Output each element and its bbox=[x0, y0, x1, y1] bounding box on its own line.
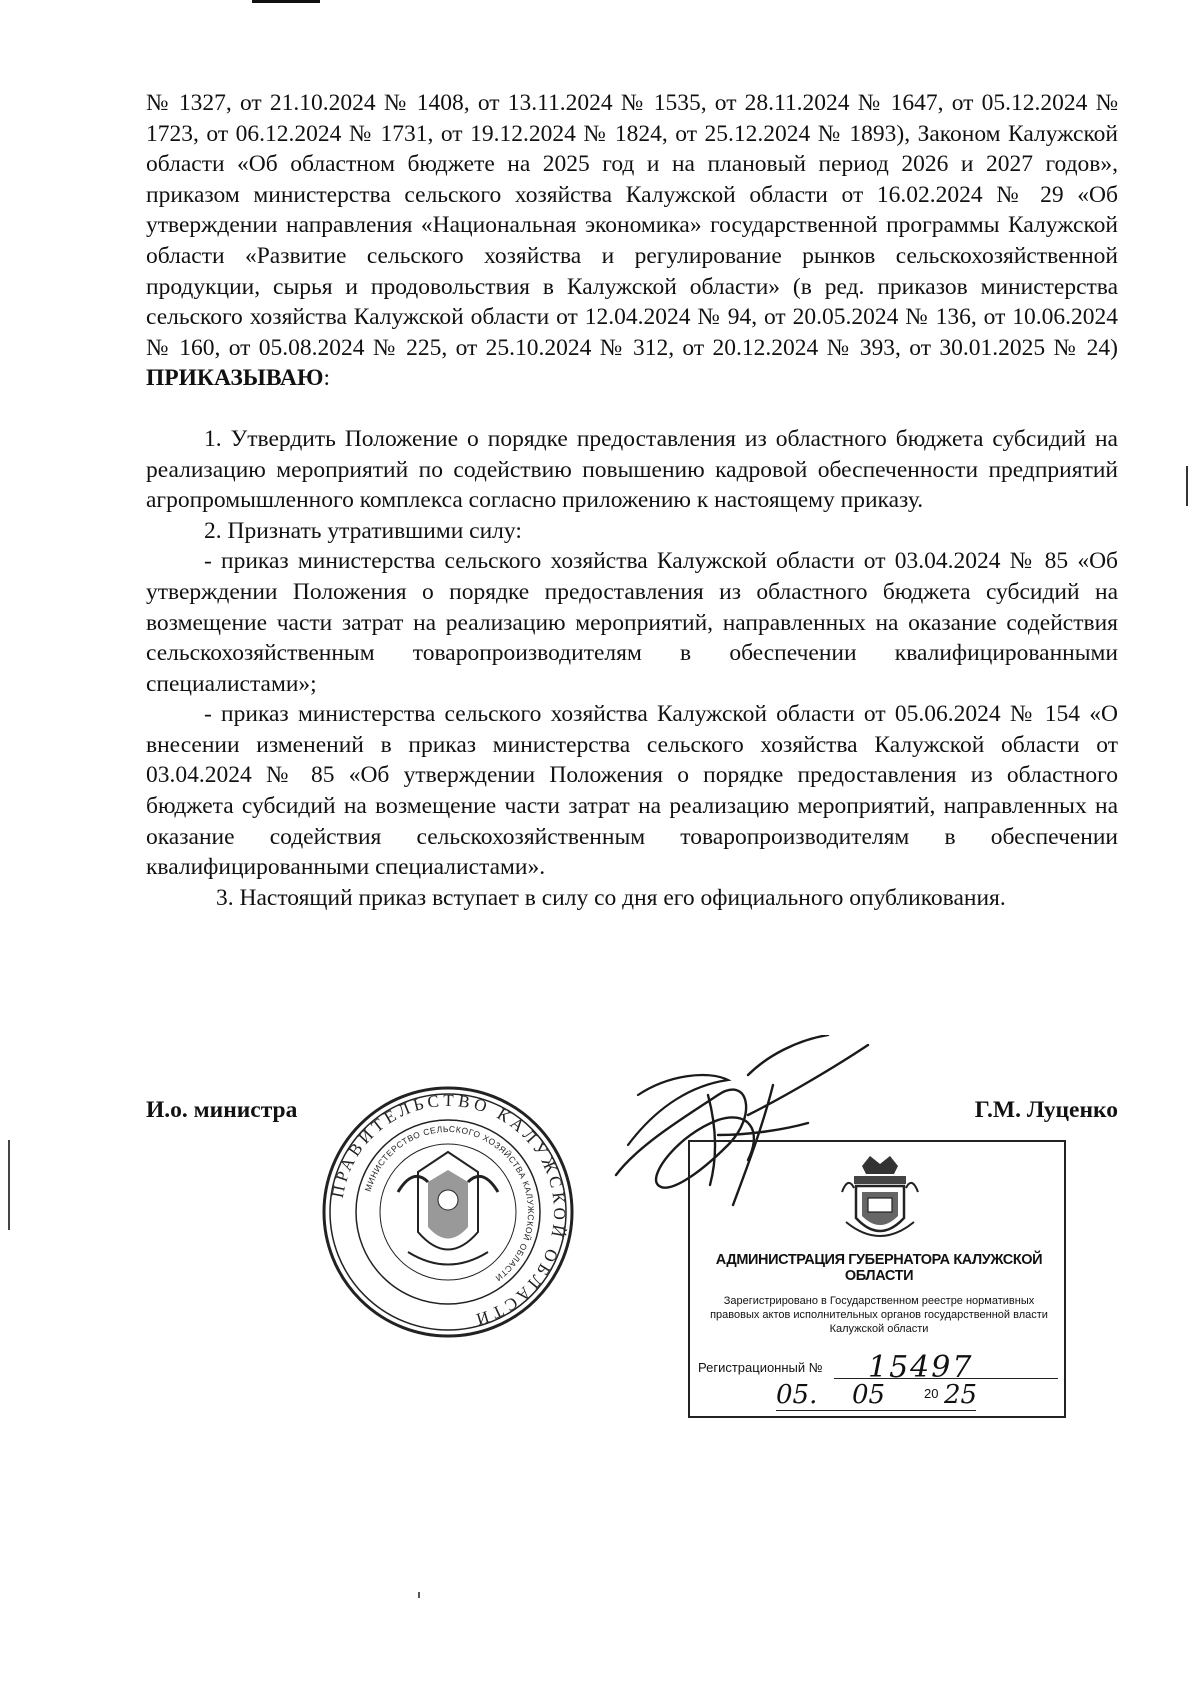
registration-date-row bbox=[776, 1380, 978, 1414]
item-3: 3. Настоящий приказ вступает в силу со дня его официального опубликования. bbox=[216, 884, 1006, 911]
document-body bbox=[146, 88, 1118, 913]
paragraph-gap bbox=[146, 394, 1118, 424]
registration-number-value: 15497 bbox=[868, 1350, 974, 1385]
order-colon: : bbox=[323, 365, 330, 392]
order-word: ПРИКАЗЫВАЮ bbox=[146, 365, 324, 392]
margin-mark-left bbox=[8, 1140, 10, 1230]
seal-inner-text: МИНИСТЕРСТВО СЕЛЬСКОГО ХОЗЯЙСТВА КАЛУЖСКОЙ ОБЛАСТИ bbox=[362, 1123, 537, 1284]
registration-number-row bbox=[698, 1350, 1060, 1385]
registration-number-label: Регистрационный № bbox=[698, 1360, 823, 1375]
registration-date-year-suffix: 25 bbox=[944, 1380, 978, 1410]
item-1: 1. Утвердить Положение о порядке предоставления из областного бюджета субсидий на реализацию мероприятий по содействию повышению кадровой обеспеченности предприятий агропромышленного комплекса согласно приложению к настоящему приказу. bbox=[146, 425, 1118, 514]
registration-date-month: 05 bbox=[852, 1380, 886, 1410]
registration-date-line bbox=[776, 1410, 976, 1411]
registration-date-year-prefix: 20 bbox=[924, 1386, 939, 1401]
scan-speck bbox=[418, 1592, 420, 1598]
registration-title: АДМИНИСТРАЦИЯ ГУБЕРНАТОРА КАЛУЖСКОЙ ОБЛАСТИ bbox=[715, 1252, 1043, 1284]
seal-emblem-icon bbox=[398, 1152, 498, 1265]
regional-coat-of-arms-icon bbox=[840, 1152, 920, 1247]
intro-paragraph bbox=[146, 88, 1118, 394]
signer-name: Г.М. Луценко bbox=[974, 1097, 1118, 1123]
intro-text: № 1327, от 21.10.2024 № 1408, от 13.11.2024 № 1535, от 28.11.2024 № 1647, от 05.12.2024 № 1723, от 06.12.2024 № 1731, от 19.12.2024 № 1824, от 25.12.2024 № 1893), Законом Калужской области «Об областном бюджете на 2025 год и на плановый период 2026 и 2027 годов», приказом министерства сельского хозяйства Калужской области от 16.02.2024 № 29 «Об утверждении направления «Национальная экономика» государственной программы Калужской области «Развитие сельского хозяйства и регулирование рынков сельскохозяйственной продукции, сырья и продовольствия в Калужской области» (в ред. приказов министерства сельского хозяйства Калужской области от 12.04.2024 № 94, от 20.05.2024 № 136, от 10.06.2024 № 160, от 05.08.2024 № 225, от 25.10.2024 № 312, от 20.12.2024 № 393, от 30.01.2025 № 24) bbox=[146, 90, 1118, 361]
item-2-sub-2: - приказ министерства сельского хозяйства Калужской области от 05.06.2024 № 154 «О внесении изменений в приказ министерства сельского хозяйства Калужской области от 03.04.2024 № 85 «Об утверждении Положения о порядке предоставления из областного бюджета субсидий на возмещение части затрат на реализацию мероприятий, направленных на оказание содействия сельскохозяйственным товаропроизводителям в обеспечении квалифицированными специалистами». bbox=[146, 701, 1118, 881]
item-2-sub-1: - приказ министерства сельского хозяйства Калужской области от 03.04.2024 № 85 «Об утверждении Положения о порядке предоставления из областного бюджета субсидий на возмещение части затрат на реализацию мероприятий, направленных на оказание содействия сельскохозяйственным товаропроизводителям в обеспечении квалифицированными специалистами»; bbox=[146, 548, 1118, 697]
margin-mark-right bbox=[1186, 466, 1188, 506]
top-dash bbox=[252, 0, 320, 3]
registration-stamp bbox=[688, 1140, 1066, 1418]
official-seal-icon bbox=[318, 1082, 578, 1342]
item-2: 2. Признать утратившими силу: bbox=[204, 517, 522, 544]
registration-note: Зарегистрировано в Государственном реестре нормативных правовых актов исполнительных органов государственной власти Калужской области bbox=[710, 1295, 1048, 1335]
seal-outer-text: ПРАВИТЕЛЬСТВО КАЛУЖСКОЙ ОБЛАСТИ bbox=[327, 1090, 570, 1331]
registration-date-day: 05. bbox=[776, 1380, 818, 1410]
signer-position: И.о. министра bbox=[146, 1097, 298, 1123]
